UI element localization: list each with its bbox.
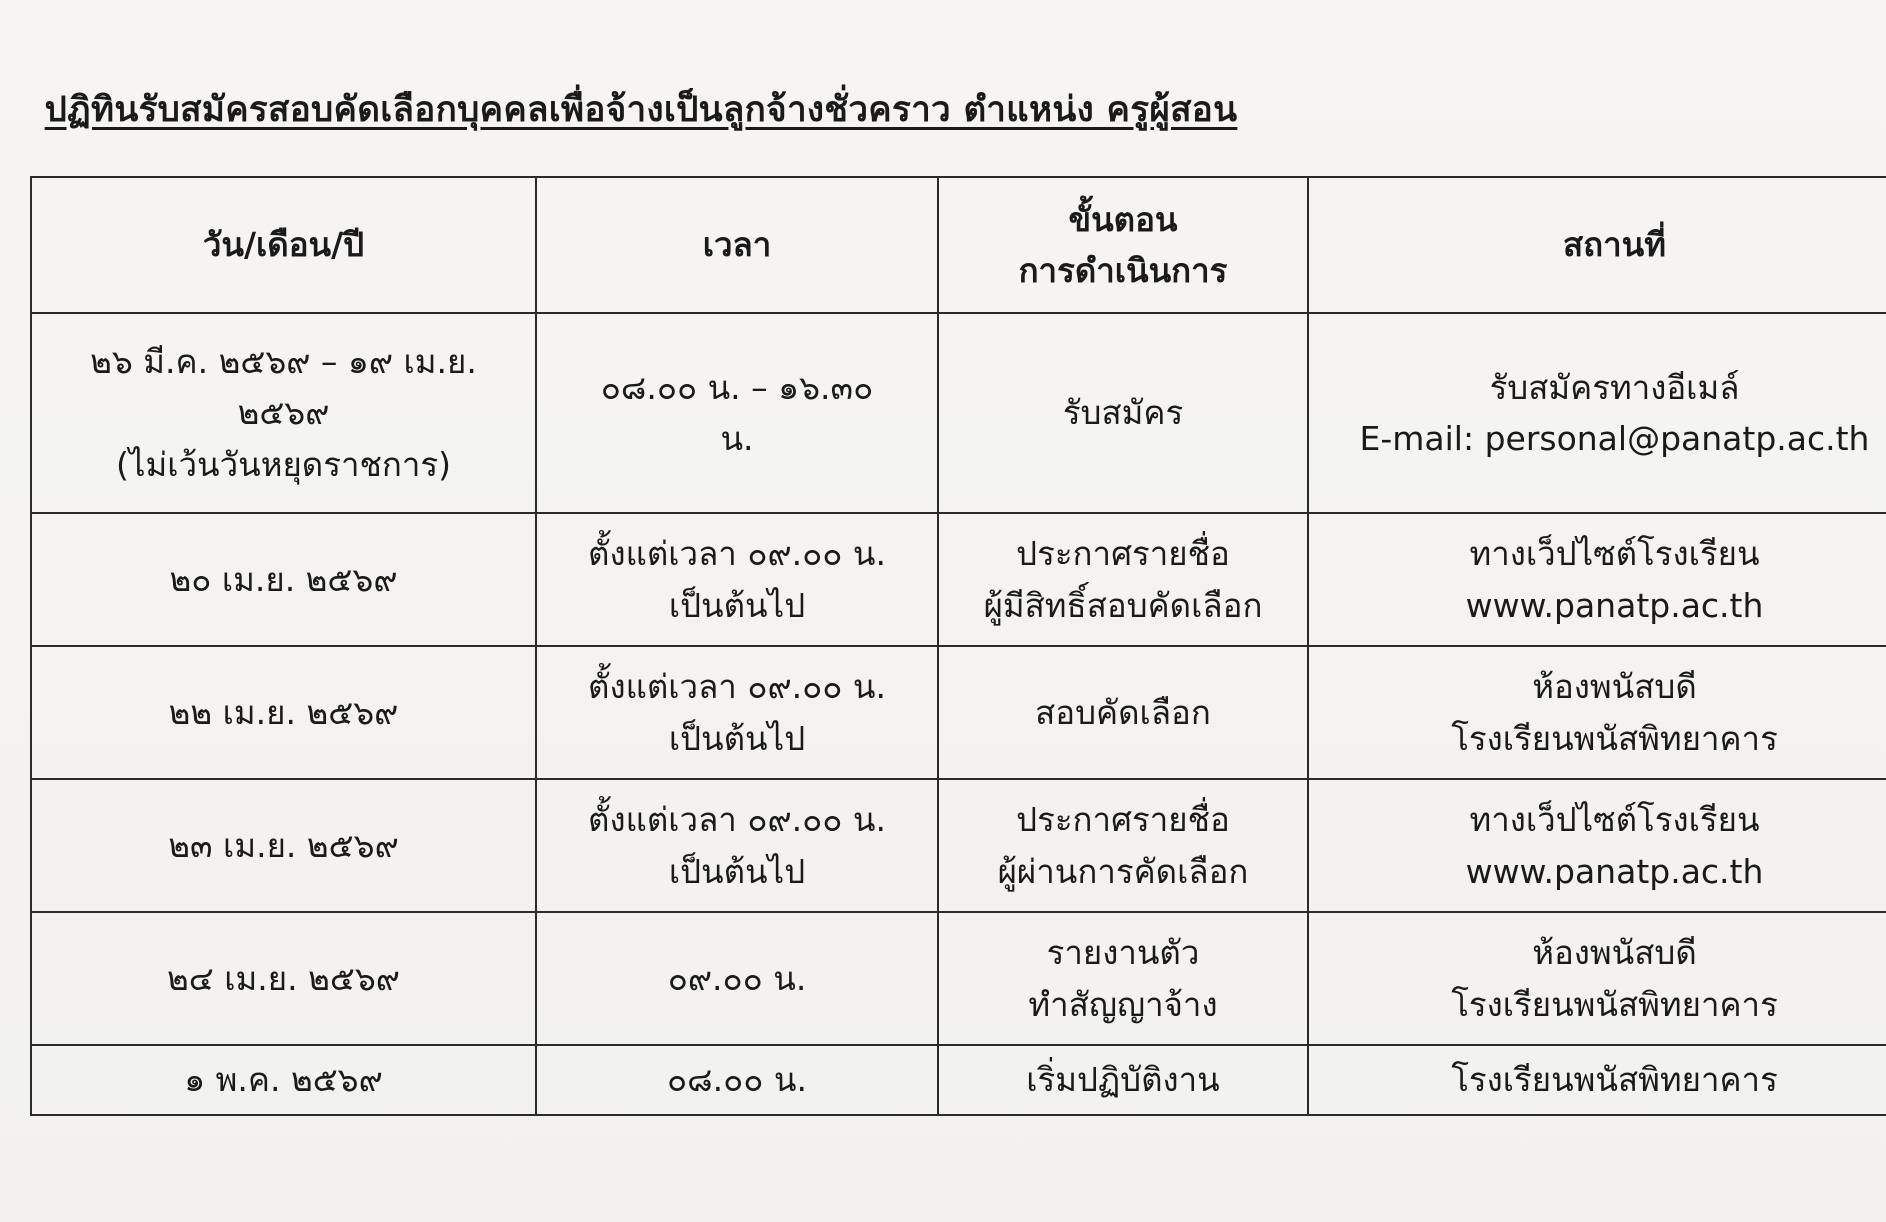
cell-text: ผู้ผ่านการคัดเลือก: [997, 851, 1249, 891]
cell-website: www.panatp.ac.th: [1465, 851, 1764, 891]
cell-text: ๐๙.๐๐ น.: [667, 958, 807, 998]
cell-text: โรงเรียนพนัสพิทยาคาร: [1451, 718, 1778, 758]
cell-time: [536, 313, 938, 513]
cell-text: ทางเว็ปไซต์โรงเรียน: [1469, 800, 1760, 840]
header-time-label: เวลา: [702, 225, 772, 265]
header-place-label: สถานที่: [1563, 225, 1666, 265]
table-row: [31, 646, 1886, 779]
cell-step: [938, 912, 1308, 1045]
cell-text: ๐๘.๐๐ น. – ๑๖.๓๐: [600, 367, 874, 407]
header-step-label-1: ขั้นตอน: [1068, 199, 1178, 239]
cell-text: ประกาศรายชื่อ: [1016, 534, 1230, 574]
cell-place: [1308, 513, 1886, 646]
cell-text: โรงเรียนพนัสพิทยาคาร: [1451, 984, 1778, 1024]
header-step: [938, 177, 1308, 313]
cell-time: [536, 513, 938, 646]
cell-step: [938, 313, 1308, 513]
cell-text: ตั้งแต่เวลา ๐๙.๐๐ น.: [588, 800, 886, 840]
table-header-row: [31, 177, 1886, 313]
cell-text: ๒๐ เม.ย. ๒๕๖๙: [169, 559, 398, 599]
cell-text: ตั้งแต่เวลา ๐๙.๐๐ น.: [588, 534, 886, 574]
schedule-table: [30, 176, 1886, 1116]
cell-place: [1308, 646, 1886, 779]
table-row: [31, 912, 1886, 1045]
cell-place: [1308, 1045, 1886, 1115]
header-time: [536, 177, 938, 313]
cell-text: เริ่มปฏิบัติงาน: [1026, 1060, 1220, 1100]
cell-text: ๐๘.๐๐ น.: [667, 1060, 807, 1100]
cell-text: ทางเว็ปไซต์โรงเรียน: [1469, 534, 1760, 574]
header-step-label-2: การดำเนินการ: [1018, 251, 1228, 290]
cell-text: ห้องพนัสบดี: [1532, 933, 1697, 973]
cell-date: [31, 646, 536, 779]
cell-text: ตั้งแต่เวลา ๐๙.๐๐ น.: [588, 667, 886, 707]
cell-text: น.: [720, 419, 754, 458]
cell-text: เป็นต้นไป: [668, 585, 806, 625]
cell-text: เป็นต้นไป: [668, 718, 806, 758]
cell-text: รายงานตัว: [1046, 933, 1200, 973]
cell-date: [31, 1045, 536, 1115]
cell-date: [31, 779, 536, 912]
cell-date: [31, 912, 536, 1045]
document-title: ปฏิทินรับสมัครสอบคัดเลือกบุคคลเพื่อจ้างเป็นลูกจ้างชั่วคราว ตำแหน่ง ครูผู้สอน: [44, 90, 1238, 130]
cell-time: [536, 646, 938, 779]
document-title-wrap: [0, 82, 1886, 137]
table-row: [31, 779, 1886, 912]
cell-email: E-mail: personal@panatp.ac.th: [1359, 419, 1870, 458]
cell-text: ๒๕๖๙: [237, 393, 330, 433]
table-row: [31, 513, 1886, 646]
cell-time: [536, 779, 938, 912]
cell-text: รับสมัครทางอีเมล์: [1489, 367, 1740, 407]
cell-step: [938, 1045, 1308, 1115]
cell-step: [938, 513, 1308, 646]
cell-time: [536, 1045, 938, 1115]
table-row: [31, 1045, 1886, 1115]
cell-place: [1308, 313, 1886, 513]
cell-date: [31, 313, 536, 513]
cell-text: ทำสัญญาจ้าง: [1028, 984, 1218, 1024]
cell-text: ๑ พ.ค. ๒๕๖๙: [184, 1060, 383, 1100]
cell-text: โรงเรียนพนัสพิทยาคาร: [1451, 1060, 1778, 1100]
cell-website: www.panatp.ac.th: [1465, 585, 1764, 625]
cell-text: (ไม่เว้นวันหยุดราชการ): [116, 444, 451, 484]
cell-text: ห้องพนัสบดี: [1532, 667, 1697, 707]
cell-text: ประกาศรายชื่อ: [1016, 800, 1230, 840]
cell-time: [536, 912, 938, 1045]
cell-text: ผู้มีสิทธิ์สอบคัดเลือก: [983, 585, 1263, 625]
cell-text: รับสมัคร: [1062, 393, 1184, 433]
cell-step: [938, 779, 1308, 912]
cell-step: [938, 646, 1308, 779]
cell-date: [31, 513, 536, 646]
cell-text: สอบคัดเลือก: [1035, 692, 1211, 732]
header-date: [31, 177, 536, 313]
cell-text: เป็นต้นไป: [668, 851, 806, 891]
header-date-label: วัน/เดือน/ปี: [202, 225, 365, 265]
cell-text: ๒๔ เม.ย. ๒๕๖๙: [167, 958, 400, 998]
cell-text: ๒๒ เม.ย. ๒๕๖๙: [168, 692, 399, 732]
cell-text: ๒๖ มี.ค. ๒๕๖๙ – ๑๙ เม.ย.: [90, 342, 477, 382]
header-place: [1308, 177, 1886, 313]
table-row: [31, 313, 1886, 513]
cell-place: [1308, 779, 1886, 912]
cell-text: ๒๓ เม.ย. ๒๕๖๙: [168, 825, 399, 865]
cell-place: [1308, 912, 1886, 1045]
